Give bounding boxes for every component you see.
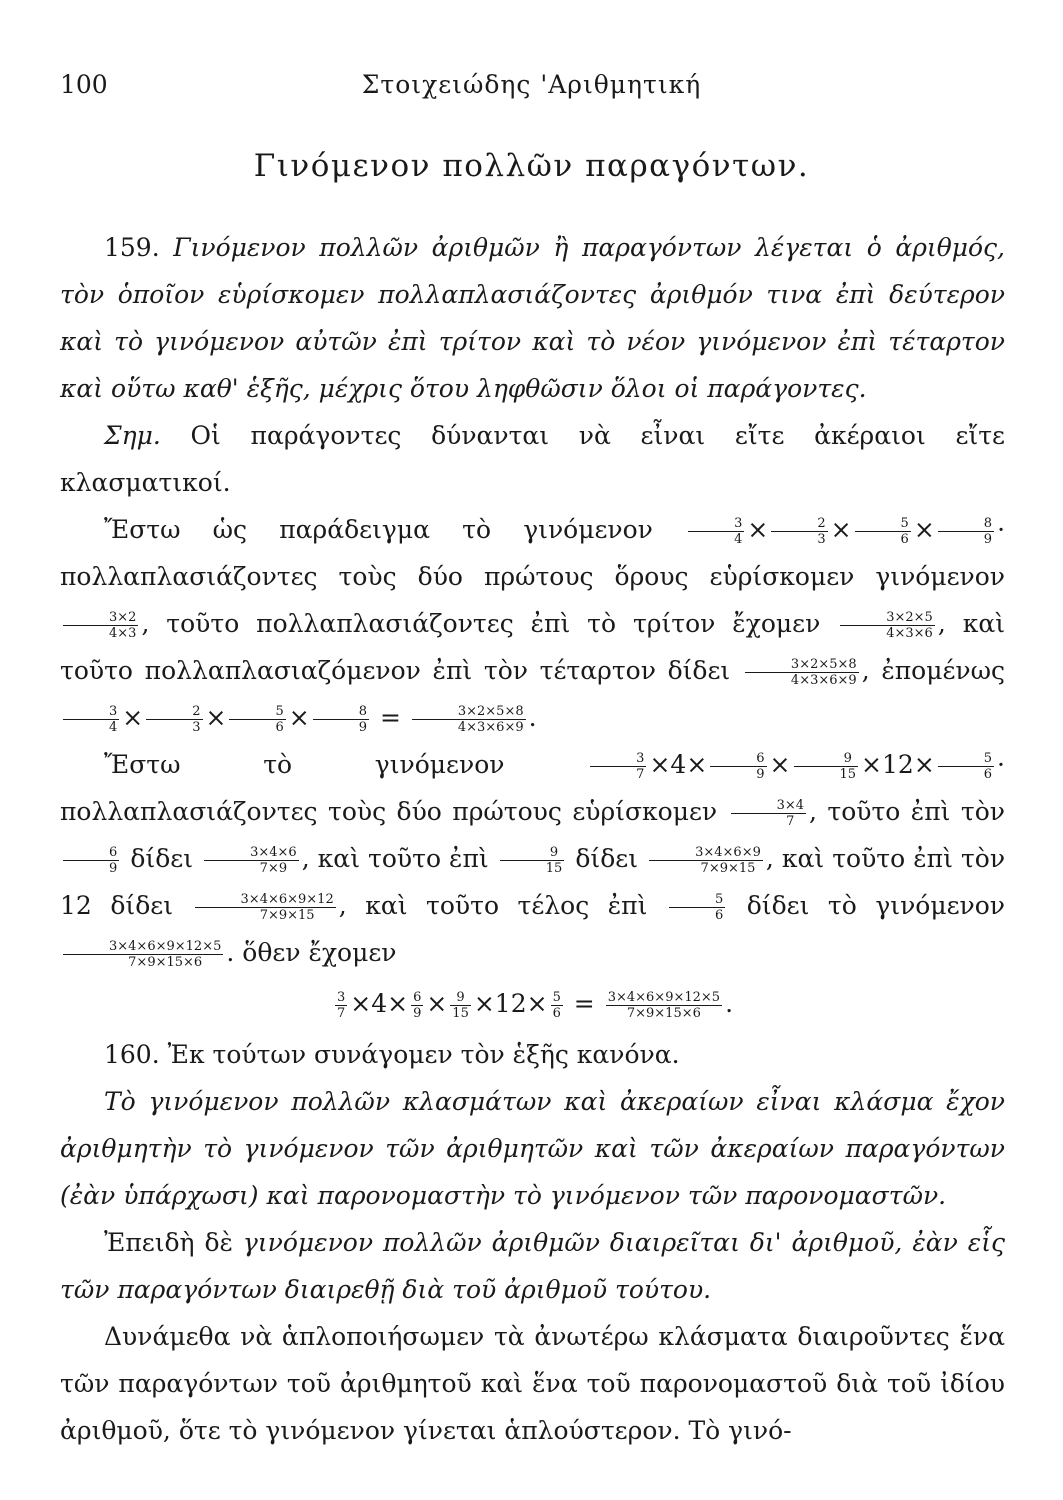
fraction: $\frac{6}{9}$ [413, 990, 422, 1021]
example-text: δίδει τὸ γινόμενον [746, 891, 1005, 920]
paragraph-number: 160. [104, 1040, 160, 1069]
times-sign: × [913, 750, 935, 779]
fraction: $\frac{3}{4}$ [63, 704, 119, 735]
example-text: Ἔστω ὡς παράδειγμα τὸ γινόμενον [104, 515, 653, 544]
times-sign: × [747, 515, 769, 544]
example-2 [60, 741, 1005, 976]
paragraph-text: γινόμενον πολλῶν ἀριθμῶν διαιρεῖται δι' ἀριθμοῦ, ἐὰν εἷς τῶν παραγόντων διαιρεθῇ διὰ τοῦ ἀριθμοῦ τούτου. [60, 1228, 1005, 1304]
fraction: $\frac{3\times 2}{4\times 3}$ [63, 610, 138, 641]
fraction: $\frac{6}{9}$ [63, 845, 119, 876]
fraction: $\frac{9}{15}$ [794, 751, 859, 782]
example-text: , ἐπομένως [861, 656, 1005, 685]
example-text: , τοῦτο ἐπὶ τὸν [809, 797, 1005, 826]
integer-factor: 12 [882, 750, 914, 779]
integer-factor: 4 [371, 989, 388, 1018]
times-sign: × [649, 750, 671, 779]
fraction: $\frac{5}{6}$ [552, 990, 561, 1021]
simplification-paragraph: Δυνάμεθα νὰ ἁπλοποιήσωμεν τὰ ἀνωτέρω κλάσματα διαιροῦντες ἕνα τῶν παραγόντων τοῦ ἀριθμητοῦ καὶ ἕνα τοῦ παρονομαστοῦ διὰ τοῦ ἰδίου ἀριθμοῦ, ὅτε τὸ γινόμενον γίνεται ἁπλούστερον. Τὸ γινό- [60, 1322, 1005, 1445]
note-label: Σημ. [104, 421, 161, 450]
integer-factor: 4 [670, 750, 687, 779]
fraction: $\frac{3\times 2\times 5\times 8}{4\times 3\times 6\times 9}$ [412, 704, 526, 735]
example-text: , καὶ τοῦτο τέλος ἐπὶ [338, 891, 648, 920]
result-fraction: $\frac{3\times 4\times 6\times 9\times 12\times 5}{7\times 9\times 15\times 6}$ [607, 990, 721, 1021]
times-sign: × [205, 703, 227, 732]
fraction: $\frac{3\times 2\times 5}{4\times 3\times 6}$ [840, 610, 935, 641]
fraction: $\frac{3\times 4\times 6}{7\times 9}$ [204, 845, 299, 876]
fraction: $\frac{8}{9}$ [938, 516, 994, 547]
paragraph-text: Ἐπειδὴ δὲ [104, 1228, 233, 1257]
section-title: Γινόμενον πολλῶν παραγόντων. [253, 148, 810, 184]
times-sign: × [387, 989, 409, 1018]
fraction: $\frac{3\times 2\times 5\times 8}{4\times 3\times 6\times 9}$ [745, 657, 859, 688]
example-text: Ἔστω τὸ γινόμενον [104, 750, 505, 779]
paragraph-159 [60, 224, 1005, 412]
fraction: $\frac{5}{6}$ [229, 704, 285, 735]
times-sign: × [913, 515, 935, 544]
running-title: Στοιχειώδης 'Αριθμητική [361, 70, 702, 99]
fraction: $\frac{5}{6}$ [938, 751, 994, 782]
body-text [60, 224, 1005, 1454]
fraction: $\frac{6}{9}$ [710, 751, 766, 782]
fraction: $\frac{3}{7}$ [336, 990, 346, 1021]
fraction: $\frac{2}{3}$ [771, 516, 827, 547]
equals-sign: = [573, 989, 595, 1018]
times-sign: × [122, 703, 144, 732]
fraction: $\frac{3\times 4}{7}$ [731, 798, 806, 829]
fraction: $\frac{9}{15}$ [500, 845, 565, 876]
example-text: , τοῦτο πολλαπλασιάζοντες ἐπὶ τὸ τρίτον ἔχομεν [141, 609, 821, 638]
example-text: · πολλαπλασιάζοντες τοὺς δύο πρώτους ὅρους εὑρίσκομεν γινόμενον [60, 515, 1006, 591]
integer-factor: 12 [494, 989, 527, 1018]
fraction: $\frac{3\times 4\times 6\times 9}{7\times 9\times 15}$ [649, 845, 763, 876]
page-number: 100 [60, 70, 108, 99]
example-1 [60, 506, 1005, 741]
fraction: $\frac{9}{15}$ [452, 990, 469, 1021]
example-text: δίδει [130, 844, 194, 873]
paragraph-text: Ἐκ τούτων συνάγομεν τὸν ἑξῆς κανόνα. [167, 1040, 680, 1069]
times-sign: × [426, 989, 448, 1018]
times-sign: × [350, 989, 372, 1018]
fraction: $\frac{5}{6}$ [855, 516, 911, 547]
definition-text: Γινόμενον πολλῶν ἀριθμῶν ἢ παραγόντων λέγεται ὁ ἀριθμός, τὸν ὁποῖον εὑρίσκομεν πολλαπλασιάζοντες ἀριθμόν τινα ἐπὶ δεύτερον καὶ τὸ γινόμενον αὐτῶν ἐπὶ τρίτον καὶ τὸ νέον γινόμενον ἐπὶ τέταρτον καὶ οὕτω καθ' ἑξῆς, μέχρις ὅτου ληφθῶσιν ὅλοι οἱ παράγοντες. [60, 233, 1005, 403]
fraction: $\frac{8}{9}$ [313, 704, 369, 735]
fraction: $\frac{5}{6}$ [669, 892, 725, 923]
times-sign: × [769, 750, 791, 779]
display-equation [60, 980, 1005, 1027]
divisibility-paragraph [60, 1219, 1005, 1313]
times-sign: × [473, 989, 495, 1018]
note-paragraph [60, 412, 1005, 506]
fraction: $\frac{2}{3}$ [146, 704, 202, 735]
fraction: $\frac{3}{7}$ [590, 751, 646, 782]
times-sign: × [526, 989, 548, 1018]
fraction: $\frac{3}{4}$ [688, 516, 744, 547]
example-text: δίδει [575, 844, 639, 873]
paragraph-number: 159. [104, 233, 160, 262]
times-sign: × [686, 750, 708, 779]
period: . [725, 989, 734, 1018]
rule-paragraph: Τὸ γινόμενον πολλῶν κλασμάτων καὶ ἀκεραίων εἶναι κλάσμα ἔχον ἀριθμητὴν τὸ γινόμενον τῶν ἀριθμητῶν καὶ τῶν ἀκεραίων παραγόντων (ἐὰν ὑπάρχωσι) καὶ παρονομαστὴν τὸ γινόμενον τῶν παρονομαστῶν. [60, 1087, 1005, 1210]
example-text: , καὶ τοῦτο ἐπὶ [301, 844, 489, 873]
note-text: Οἱ παράγοντες δύνανται νὰ εἶναι εἴτε ἀκέραιοι εἴτε κλασματικοί. [60, 421, 1005, 497]
fraction: $\frac{3\times 4\times 6\times 9\times 12}{7\times 9\times 15}$ [195, 892, 336, 923]
period: . [528, 703, 537, 732]
times-sign: × [288, 703, 310, 732]
example-text: , καὶ τοῦτο ἐπὶ τὸν 12 δίδει [60, 844, 1006, 920]
paragraph-160 [60, 1031, 1005, 1078]
equals-sign: = [379, 703, 401, 732]
example-text: · πολλαπλασιάζοντες τοὺς δύο πρώτους εὑρίσκομεν [60, 750, 1005, 826]
fraction: $\frac{3\times 4\times 6\times 9\times 12\times 5}{7\times 9\times 15\times 6}$ [63, 939, 223, 970]
page-header [60, 70, 1003, 110]
times-sign: × [830, 515, 852, 544]
times-sign: × [861, 750, 882, 779]
example-text: , καὶ τοῦτο πολλαπλασιαζόμενον ἐπὶ τὸν τέταρτον δίδει [60, 609, 1006, 685]
example-text: . ὅθεν ἔχομεν [226, 938, 397, 967]
